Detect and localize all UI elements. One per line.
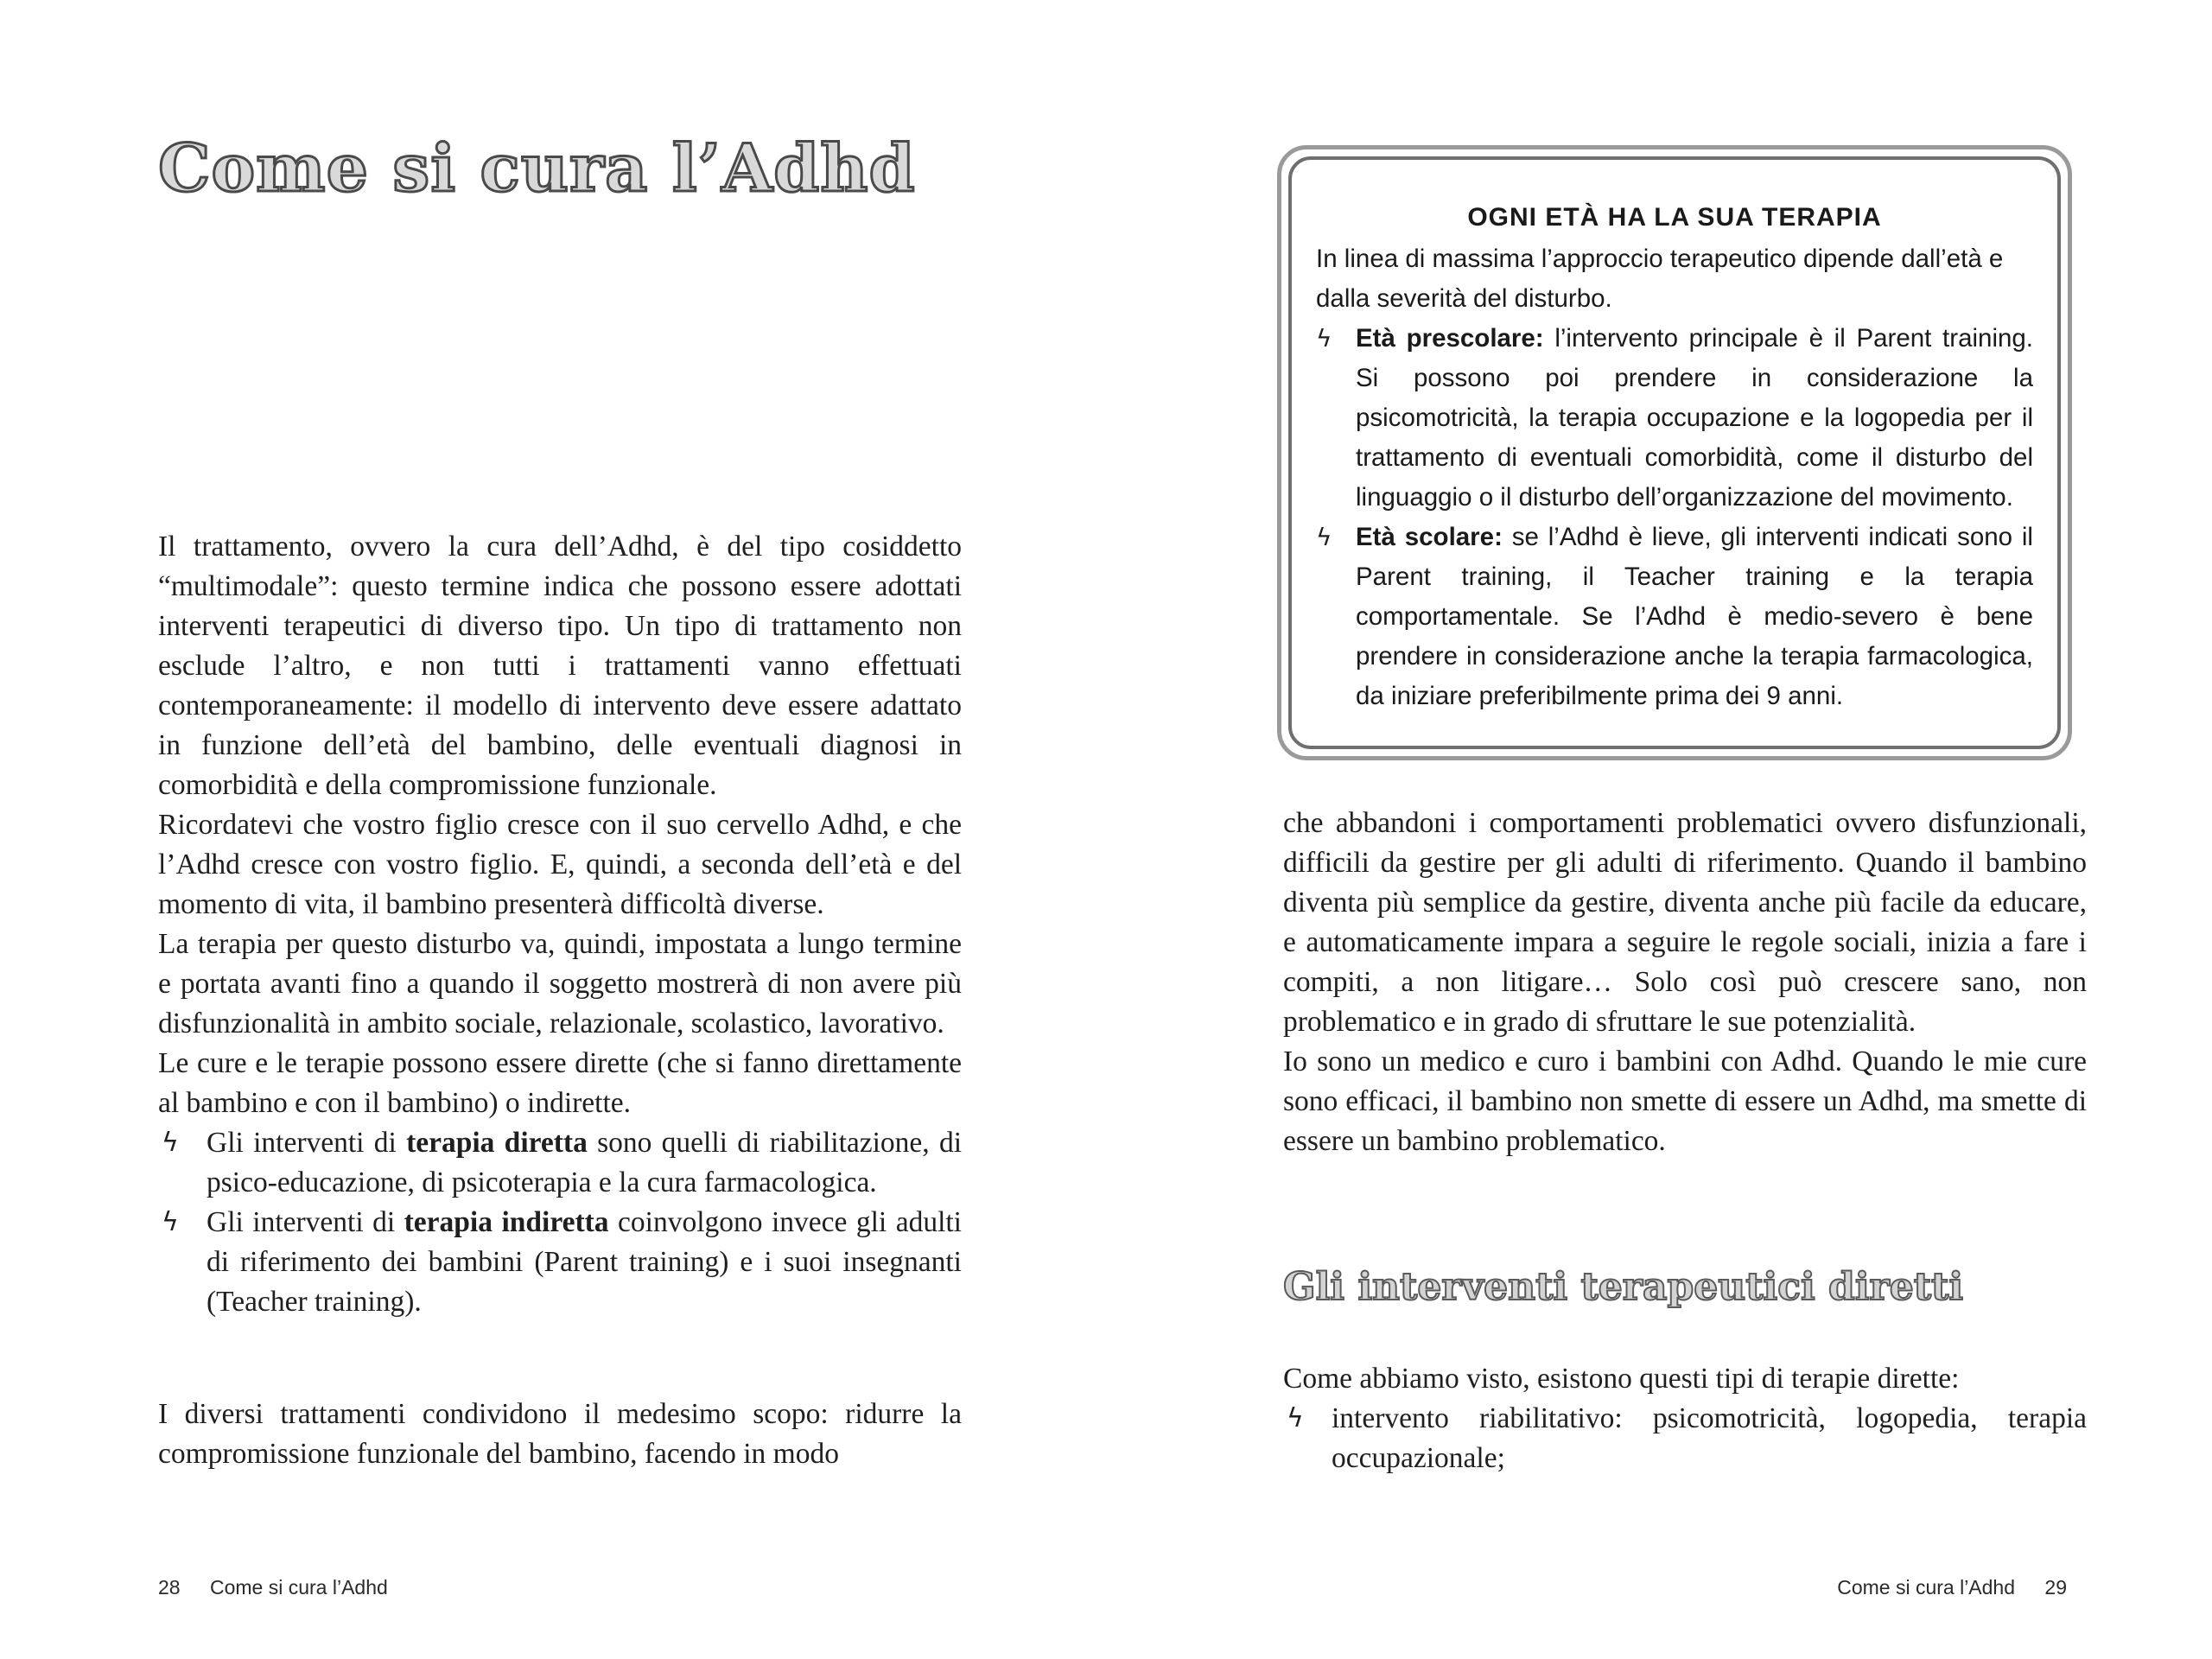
bold-term: terapia diretta [406, 1127, 588, 1159]
paragraph: Il trattamento, ovvero la cura dell’Adhd, è del tipo cosiddetto “multimodale”: questo termine indica che possono essere adottati interventi terapeutici di diverso tipo. Un tipo di trattamento non esclude l’altro, e non tutti i trattamenti vanno effettuati contemporaneamente: il modello di intervento deve essere adattato in funzione dell’età del bambino, delle eventuali diagnosi in comorbidità e della compromissione funzionale. [158, 531, 962, 801]
left-closing-text [158, 1395, 962, 1474]
right-body-text [1283, 804, 2087, 1161]
list-item: ϟ Età prescolare: l’intervento principale è il Parent training. Si possono poi prendere in considerazione la psicomotricità, la terapia occupazione e la logopedia per il trattamento di eventuali comorbidità, come il disturbo del linguaggio o il disturbo dell’organizzazione del movimento. [1316, 319, 2033, 518]
lightning-bullet-icon: ϟ [1316, 324, 1332, 353]
paragraph: I diversi trattamenti condividono il medesimo scopo: ridurre la compromissione funzionale del bambino, facendo in modo [158, 1398, 962, 1470]
running-head: Come si cura l’Adhd [1837, 1576, 2016, 1599]
paragraph: Le cure e le terapie possono essere dirette (che si fanno direttamente al bambino e con il bambino) o indirette. [158, 1047, 962, 1119]
lightning-bullet-icon: ϟ [1287, 1403, 1304, 1433]
paragraph: Come abbiamo visto, esistono questi tipi di terapie dirette: [1283, 1363, 1960, 1395]
running-head: Come si cura l’Adhd [209, 1576, 388, 1599]
age-therapy-list [1316, 319, 2033, 716]
sidebar-box [1277, 145, 2072, 760]
footer-left [158, 1576, 388, 1599]
paragraph: Ricordatevi che vostro figlio cresce con il suo cervello Adhd, e che l’Adhd cresce con vostro figlio. E, quindi, a seconda dell’età e del momento di vita, il bambino presenterà difficoltà diverse. [158, 809, 962, 920]
therapy-type-list [158, 1123, 962, 1322]
bold-term: Età prescolare: [1356, 324, 1544, 353]
sidebar-box-content [1288, 156, 2061, 749]
bold-term: terapia indiretta [404, 1206, 609, 1238]
section-body-text [1283, 1359, 2087, 1478]
chapter-title: Come si cura l’Adhd [158, 130, 916, 207]
right-page [1106, 0, 2212, 1659]
footer-right [1837, 1576, 2067, 1599]
lightning-bullet-icon: ϟ [162, 1207, 179, 1237]
paragraph: La terapia per questo disturbo va, quindi, impostata a lungo termine e portata avanti fino a quando il soggetto mostrerà di non avere più disfunzionalità in ambito sociale, relazionale, scolastico, lavorativo. [158, 928, 962, 1039]
box-intro: In linea di massima l’approccio terapeutico dipende dall’età e dalla severità del disturbo. [1316, 245, 2004, 313]
list-item: ϟ Gli interventi di terapia diretta sono quelli di riabilitazione, di psico-educazione, di psicoterapia e la cura farmacologica. [158, 1123, 962, 1203]
direct-therapy-list [1283, 1399, 2087, 1478]
list-item: ϟ intervento riabilitativo: psicomotricità, logopedia, terapia occupazionale; [1283, 1399, 2087, 1478]
paragraph: che abbandoni i comportamenti problematici ovvero disfunzionali, difficili da gestire per gli adulti di riferimento. Quando il bambino diventa più semplice da gestire, diventa anche più facile da educare, e automaticamente impara a seguire le regole sociali, inizia a fare i compiti, a non litigare… Solo così può crescere sano, non problematico e in grado di sfruttare le sue potenzialità. [1283, 807, 2087, 1038]
lightning-bullet-icon: ϟ [1316, 523, 1332, 551]
box-title: OGNI ETÀ HA LA SUA TERAPIA [1467, 203, 1882, 232]
bold-term: Età scolare: [1356, 523, 1503, 551]
paragraph: Io sono un medico e curo i bambini con Adhd. Quando le mie cure sono efficaci, il bambino non smette di essere un Adhd, ma smette di essere un bambino problematico. [1283, 1046, 2087, 1157]
left-body-text [158, 527, 962, 1322]
page-number: 28 [158, 1576, 181, 1599]
page-number: 29 [2044, 1576, 2067, 1599]
lightning-bullet-icon: ϟ [162, 1128, 179, 1158]
section-title: Gli interventi terapeutici diretti [1283, 1265, 1964, 1309]
list-item: ϟ Età scolare: se l’Adhd è lieve, gli interventi indicati sono il Parent training, il Teacher training e la terapia comportamentale. Se l’Adhd è medio-severo è bene prendere in considerazione anche la terapia farmacologica, da iniziare preferibilmente prima dei 9 anni. [1316, 518, 2033, 716]
list-item: ϟ Gli interventi di terapia indiretta coinvolgono invece gli adulti di riferimento dei bambini (Parent training) e i suoi insegnanti (Teacher training). [158, 1203, 962, 1322]
